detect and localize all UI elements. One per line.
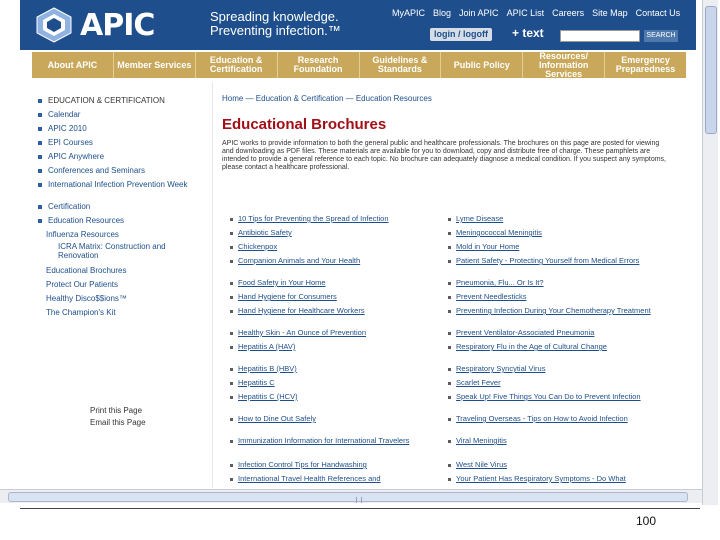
sidebar-item-certification[interactable] xyxy=(38,202,90,211)
toplink-join[interactable]: Join APIC xyxy=(459,8,499,18)
brochure-link[interactable] xyxy=(448,378,501,387)
bullet-icon xyxy=(448,296,451,299)
scroll-grip-icon xyxy=(356,497,362,503)
sidebar xyxy=(32,90,210,488)
brochure-link[interactable] xyxy=(448,278,544,287)
toplink-contact[interactable]: Contact Us xyxy=(635,8,681,18)
bullet-icon xyxy=(448,332,451,335)
login-button[interactable]: login / logoff xyxy=(430,28,492,41)
print-link[interactable]: Print this Page xyxy=(90,406,143,415)
brochure-link[interactable] xyxy=(230,306,365,315)
slide-number: 100 xyxy=(636,514,657,528)
bullet-icon xyxy=(230,418,233,421)
brochure-label: Immunization Information for International Travelers xyxy=(238,436,410,445)
brochure-label: Hand Hygiene for Healthcare Workers xyxy=(238,306,365,315)
brochure-link[interactable] xyxy=(230,278,326,287)
brochure-link[interactable] xyxy=(448,392,656,401)
intro-text: APIC works to provide information to both the general public and healthcare professionals. The brochures on this page are posted for viewing and downloading as PDF files. These materials are available for you to download, copy and distribute free of charge. These pamphlets are intended to provide a general reference to each topic. No brochure can adequately diagnose a medical condition. If you suspect any symptoms, please contact a healthcare professional. xyxy=(222,140,666,171)
brochure-link[interactable] xyxy=(230,414,316,423)
vertical-scroll-thumb[interactable] xyxy=(705,6,717,134)
brochure-label: Prevent Ventilator-Associated Pneumonia xyxy=(456,328,595,337)
nav-education[interactable]: Education & Certification xyxy=(196,52,278,78)
brochure-label: Antibiotic Safety xyxy=(238,228,292,237)
sidebar-item-label: Certification xyxy=(48,202,91,211)
top-links xyxy=(392,8,680,18)
content-area xyxy=(32,82,686,488)
bullet-icon xyxy=(230,368,233,371)
sidebar-item-label: Calendar xyxy=(48,110,81,119)
brochure-link[interactable] xyxy=(448,436,507,445)
bullet-icon xyxy=(230,218,233,221)
bullet-icon xyxy=(38,183,42,187)
search-input[interactable] xyxy=(560,30,640,42)
bullet-icon xyxy=(230,332,233,335)
tagline-line2: Preventing infection.™ xyxy=(210,23,341,38)
nav-member-services[interactable]: Member Services xyxy=(114,52,196,78)
brochure-label: Your Patient Has Respiratory Symptoms - Do What xyxy=(456,474,626,483)
brochure-label: Lyme Disease xyxy=(456,214,504,223)
sidebar-item-iipw[interactable] xyxy=(38,180,188,189)
nav-emergency[interactable]: Emergency Preparedness xyxy=(615,55,676,74)
bullet-icon xyxy=(448,282,451,285)
bullet-icon xyxy=(230,440,233,443)
bullet-icon xyxy=(38,99,42,103)
toplink-careers[interactable]: Careers xyxy=(552,8,585,18)
vertical-scrollbar[interactable] xyxy=(702,0,718,505)
main-content xyxy=(222,82,682,488)
brochure-link[interactable] xyxy=(230,364,297,373)
brochure-link[interactable] xyxy=(448,214,503,223)
email-link[interactable]: Email this Page xyxy=(90,418,146,427)
brochure-link[interactable] xyxy=(230,292,337,301)
sidebar-item-label: Conferences and Seminars xyxy=(48,166,145,175)
brochure-label: Pneumonia, Flu... Or Is It? xyxy=(456,278,544,287)
brochure-label: Viral Meningitis xyxy=(456,436,507,445)
brochure-label: Patient Safety - Protecting Yourself from Medical Errors xyxy=(456,256,640,265)
main-nav xyxy=(32,52,686,78)
bullet-icon xyxy=(448,464,451,467)
sidebar-item-label: APIC 2010 xyxy=(48,124,87,133)
brochure-link[interactable] xyxy=(448,306,656,315)
bullet-icon xyxy=(230,464,233,467)
toplink-myapic[interactable]: MyAPIC xyxy=(392,8,426,18)
bullet-icon xyxy=(38,205,42,209)
bullet-icon xyxy=(448,478,451,481)
brochure-link[interactable] xyxy=(230,228,292,237)
brochure-link[interactable] xyxy=(448,328,594,337)
bullet-icon xyxy=(38,113,42,117)
brochure-label: Infection Control Tips for Handwashing xyxy=(238,460,367,469)
bullet-icon xyxy=(448,346,451,349)
bullet-icon xyxy=(38,219,42,223)
nav-resources[interactable]: Resources/ Information Services xyxy=(523,52,605,78)
brochure-link[interactable] xyxy=(230,460,367,469)
text-size-button[interactable]: + text xyxy=(512,26,544,40)
sidebar-subitem-champion[interactable]: The Champion's Kit xyxy=(46,308,116,317)
brochure-label: 10 Tips for Preventing the Spread of Infection xyxy=(238,214,389,223)
brochure-link[interactable] xyxy=(448,460,507,469)
toplink-blog[interactable]: Blog xyxy=(433,8,452,18)
sidebar-item-label: International Infection Prevention Week xyxy=(48,180,188,189)
tagline xyxy=(210,10,341,38)
bullet-icon xyxy=(230,346,233,349)
brochure-link[interactable] xyxy=(230,436,436,445)
bullet-icon xyxy=(230,260,233,263)
nav-research[interactable]: Research Foundation xyxy=(278,52,360,78)
nav-guidelines[interactable]: Guidelines & Standards xyxy=(360,52,442,78)
bullet-icon xyxy=(448,260,451,263)
brochure-label: Meningococcal Meningitis xyxy=(456,228,542,237)
slide-footer-line xyxy=(20,508,700,509)
site-header xyxy=(20,0,696,50)
bullet-icon xyxy=(230,478,233,481)
bullet-icon xyxy=(448,382,451,385)
brochure-label: Hepatitis B (HBV) xyxy=(238,364,297,373)
sidebar-subitem-healthy[interactable]: Healthy Disco$$ions™ xyxy=(46,294,127,303)
brochure-label: Preventing Infection During Your Chemotherapy Treatment xyxy=(456,306,651,315)
brochure-link[interactable] xyxy=(230,328,366,337)
apic-logo-text: APIC xyxy=(80,8,155,43)
bullet-icon xyxy=(448,232,451,235)
bullet-icon xyxy=(230,310,233,313)
bullet-icon xyxy=(38,141,42,145)
brochure-link[interactable] xyxy=(230,242,277,251)
nav-public-policy[interactable]: Public Policy xyxy=(441,52,523,78)
brochure-label: Hepatitis C (HCV) xyxy=(238,392,298,401)
bullet-icon xyxy=(38,127,42,131)
brochure-label: Food Safety in Your Home xyxy=(238,278,326,287)
brochure-label: Companion Animals and Your Health xyxy=(238,256,361,265)
brochure-link[interactable] xyxy=(448,364,545,373)
sidebar-heading-label: EDUCATION & CERTIFICATION xyxy=(48,96,165,105)
sidebar-item-label: APIC Anywhere xyxy=(48,152,105,161)
brochure-label: Speak Up! Five Things You Can Do to Prevent Infection xyxy=(456,392,641,401)
brochure-link[interactable] xyxy=(230,474,381,483)
brochure-label: Healthy Skin - An Ounce of Prevention xyxy=(238,328,366,337)
brochure-link[interactable] xyxy=(230,392,298,401)
nav-about[interactable]: About APIC xyxy=(32,52,114,78)
brochure-link[interactable] xyxy=(448,474,626,483)
column-divider xyxy=(212,82,213,488)
bullet-icon xyxy=(38,155,42,159)
bullet-icon xyxy=(448,246,451,249)
brochure-link[interactable] xyxy=(448,242,519,251)
bullet-icon xyxy=(230,382,233,385)
sidebar-item-apic-2010[interactable] xyxy=(38,124,87,133)
apic-logo-icon xyxy=(34,6,74,44)
horizontal-scrollbar[interactable] xyxy=(0,489,702,503)
bullet-icon xyxy=(230,246,233,249)
brochure-label: Chickenpox xyxy=(238,242,278,251)
bullet-icon xyxy=(230,232,233,235)
sidebar-subitem-icra[interactable]: ICRA Matrix: Construction and Renovation xyxy=(58,242,166,260)
horizontal-scroll-thumb[interactable] xyxy=(8,492,688,502)
bullet-icon xyxy=(448,396,451,399)
brochure-link[interactable] xyxy=(448,256,656,265)
brochure-link[interactable] xyxy=(448,292,526,301)
sidebar-item-conferences[interactable] xyxy=(38,166,145,175)
brochure-link[interactable] xyxy=(448,414,656,423)
brochure-label: Hepatitis C xyxy=(238,378,275,387)
brochure-label: International Travel Health References and xyxy=(238,474,381,483)
breadcrumb[interactable]: Home — Education & Certification — Education Resources xyxy=(222,94,432,103)
brochure-label: Scarlet Fever xyxy=(456,378,501,387)
brochure-link[interactable] xyxy=(230,378,275,387)
sidebar-item-label: EPI Courses xyxy=(48,138,93,147)
toplink-apic-list[interactable]: APIC List xyxy=(506,8,545,18)
brochure-label: Mold in Your Home xyxy=(456,242,520,251)
sidebar-item-epi-courses[interactable] xyxy=(38,138,93,147)
bullet-icon xyxy=(448,368,451,371)
sidebar-item-apic-anywhere[interactable] xyxy=(38,152,104,161)
brochure-label: Hand Hygiene for Consumers xyxy=(238,292,337,301)
tagline-line1: Spreading knowledge. xyxy=(210,9,339,24)
brochure-label: Prevent Needlesticks xyxy=(456,292,527,301)
brochure-link[interactable] xyxy=(230,214,389,223)
brochure-label: West Nile Virus xyxy=(456,460,507,469)
brochure-label: Respiratory Flu in the Age of Cultural Change xyxy=(456,342,607,351)
brochure-link[interactable] xyxy=(230,342,295,351)
bullet-icon xyxy=(38,169,42,173)
bullet-icon xyxy=(230,296,233,299)
brochure-label: How to Dine Out Safely xyxy=(238,414,316,423)
brochure-link[interactable] xyxy=(230,256,360,265)
search-button[interactable]: SEARCH xyxy=(644,30,678,42)
toplink-site-map[interactable]: Site Map xyxy=(592,8,628,18)
apic-page xyxy=(20,0,696,488)
sidebar-subitem-protect[interactable]: Protect Our Patients xyxy=(46,280,119,289)
brochure-link[interactable] xyxy=(448,228,542,237)
bullet-icon xyxy=(230,282,233,285)
bullet-icon xyxy=(230,396,233,399)
bullet-icon xyxy=(448,218,451,221)
bullet-icon xyxy=(448,440,451,443)
sidebar-item-label: Education Resources xyxy=(48,216,125,225)
sidebar-heading xyxy=(38,96,165,105)
brochure-label: Traveling Overseas - Tips on How to Avoid Infection xyxy=(456,414,628,423)
brochure-link[interactable] xyxy=(448,342,656,351)
sidebar-subitem-brochures[interactable]: Educational Brochures xyxy=(46,266,127,275)
brochure-label: Respiratory Syncytial Virus xyxy=(456,364,546,373)
bullet-icon xyxy=(448,310,451,313)
sidebar-subitem-influenza[interactable]: Influenza Resources xyxy=(46,230,119,239)
brochure-label: Hepatitis A (HAV) xyxy=(238,342,296,351)
page-title: Educational Brochures xyxy=(222,116,387,133)
bullet-icon xyxy=(448,418,451,421)
sidebar-item-calendar[interactable] xyxy=(38,110,80,119)
sidebar-item-education-resources[interactable] xyxy=(38,216,124,225)
